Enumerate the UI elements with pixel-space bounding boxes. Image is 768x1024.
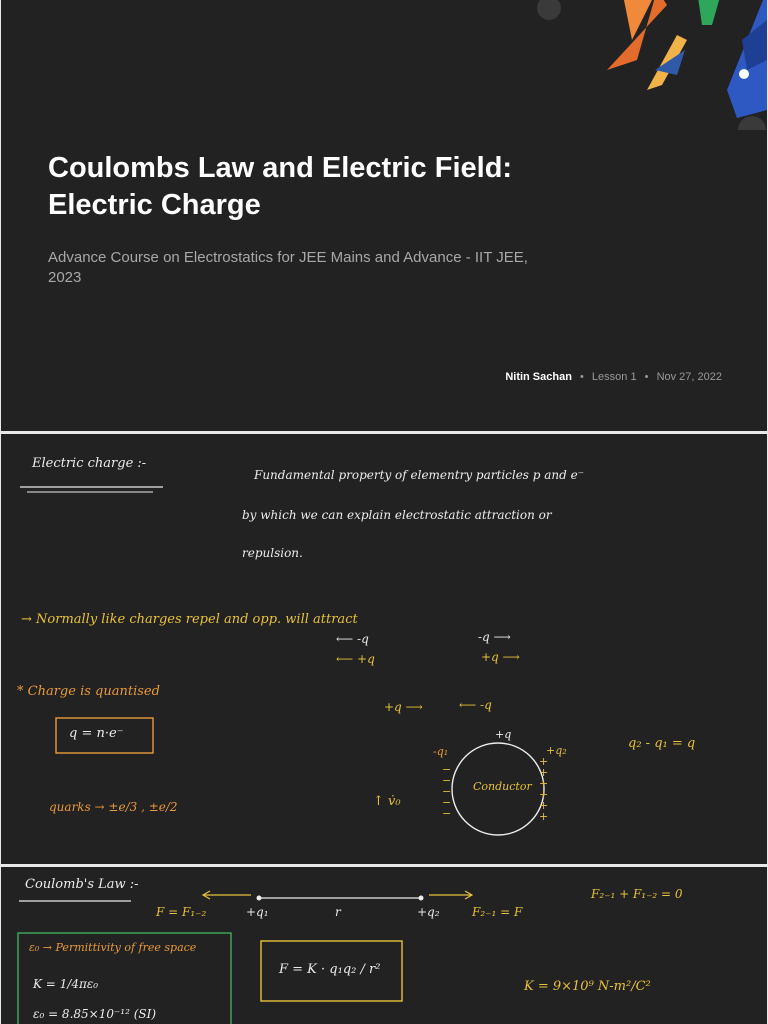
charge-difference: q₂ - q₁ = q bbox=[628, 736, 696, 751]
vector-sum: F₂₋₁ + F₁₋₂ = 0 bbox=[591, 887, 683, 901]
notes-page-electric-charge bbox=[1, 434, 767, 864]
definition-line-1: Fundamental property of elementry particles p and e⁻ bbox=[254, 468, 585, 482]
subtitle-line-2: 2023 bbox=[48, 269, 82, 286]
plus-q-right-arrow: +q ⟶ bbox=[384, 700, 423, 714]
epsilon-value: ε₀ = 8.85×10⁻¹² (SI) bbox=[33, 1007, 157, 1021]
quantised-note: * Charge is quantised bbox=[17, 684, 160, 699]
pencil-decoration-icon bbox=[537, 0, 767, 130]
plus-q-arrow: +q ⟶ bbox=[481, 650, 520, 664]
lesson-date: Nov 27, 2022 bbox=[656, 371, 722, 383]
definition-line-2: by which we can explain electrostatic attraction or bbox=[242, 508, 552, 522]
quantisation-formula: q = n·e⁻ bbox=[69, 726, 124, 741]
lesson-meta bbox=[505, 371, 722, 383]
right-charges: + + + + + + bbox=[539, 755, 549, 823]
like-charges-note: → Normally like charges repel and opp. will attract bbox=[21, 612, 358, 627]
author-name: Nitin Sachan bbox=[505, 371, 572, 383]
title-line-2: Electric Charge bbox=[48, 189, 261, 221]
page-title bbox=[48, 150, 648, 224]
force-f21: F₂₋₁ = F bbox=[472, 905, 523, 919]
notes-page-coulombs-law bbox=[1, 867, 767, 1024]
definition-line-3: repulsion. bbox=[242, 546, 303, 560]
subtitle-line-1: Advance Course on Electrostatics for JEE Mains and Advance - IIT JEE, bbox=[48, 249, 528, 266]
coulomb-formula: F = K · q₁q₂ / r² bbox=[279, 962, 381, 977]
electric-charge-heading: Electric charge :- bbox=[32, 456, 147, 471]
charge-q1: +q₁ bbox=[246, 905, 269, 919]
left-charges: − − − − − bbox=[442, 763, 452, 820]
minus-q-arrow: -q ⟶ bbox=[478, 630, 511, 644]
charge-q2: +q₂ bbox=[417, 905, 440, 919]
q1-label: -q₁ bbox=[433, 745, 449, 758]
k-definition: K = 1/4πε₀ bbox=[33, 977, 99, 991]
velocity-v0: ↑ v̇₀ bbox=[373, 794, 401, 809]
meta-separator: • bbox=[644, 371, 649, 383]
course-subtitle bbox=[48, 248, 628, 288]
meta-separator: • bbox=[580, 371, 584, 383]
minus-q-left-arrow: ⟵ -q bbox=[459, 698, 492, 712]
k-constant-value: K = 9×10⁹ N-m²/C² bbox=[524, 979, 651, 994]
arrow-minus-q: ⟵ -q bbox=[336, 632, 369, 646]
separation-r: r bbox=[335, 905, 341, 919]
q2-label: +q₂ bbox=[546, 744, 567, 757]
lesson-number: Lesson 1 bbox=[591, 371, 637, 383]
force-f12: F = F₁₋₂ bbox=[156, 905, 207, 919]
arrow-plus-q: ⟵ +q bbox=[336, 652, 375, 666]
permittivity-note: ε₀ → Permittivity of free space bbox=[29, 941, 197, 954]
title-line-1: Coulombs Law and Electric Field: bbox=[48, 152, 513, 184]
conductor-label: Conductor bbox=[473, 780, 532, 793]
quarks-note: quarks → ±e/3 , ±e/2 bbox=[49, 800, 178, 814]
coulombs-law-heading: Coulomb's Law :- bbox=[25, 877, 139, 892]
title-slide bbox=[1, 0, 767, 431]
top-plus-q: +q bbox=[495, 728, 512, 741]
